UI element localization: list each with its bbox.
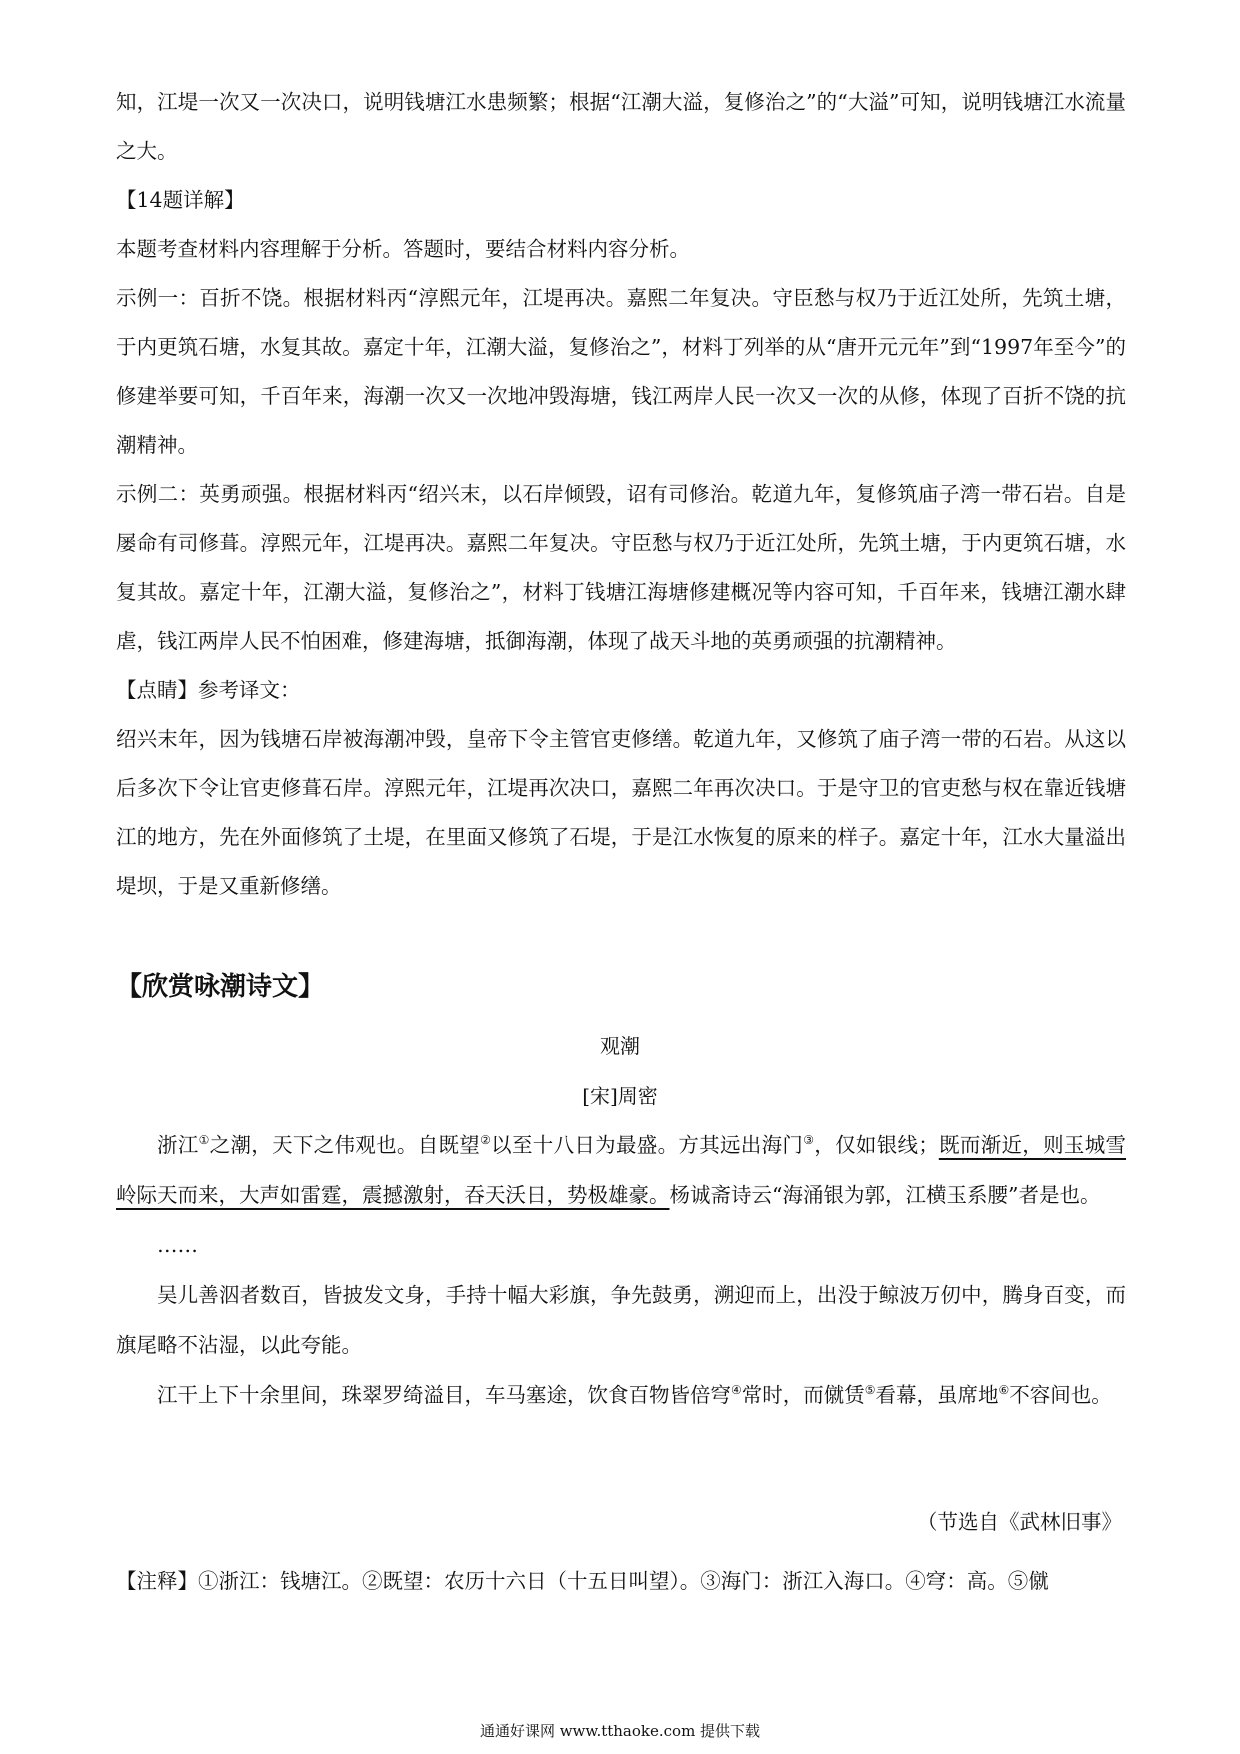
poem-paragraph-2: 吴儿善泅者数百，皆披发文身，手持十幅大彩旗，争先鼓勇，溯迎而上，出没于鲸波万仞中，腾身百变，而旗尾略不沾湿，以此夸能。 (116, 1283, 1126, 1357)
footnote-marker: ③ (803, 1133, 815, 1148)
footnote-marker: ④ (731, 1383, 742, 1398)
heading-note: 【点睛】参考译文： (116, 678, 301, 702)
footnote-marker: ⑤ (864, 1383, 876, 1398)
analysis-text (116, 78, 1126, 911)
paragraph-translation: 绍兴末年，因为钱塘石岸被海潮冲毁，皇帝下令主管官吏修缮。乾道九年，又修筑了庙子湾一带的石岩。从这以后多次下令让官吏修葺石岸。淳熙元年，江堤再次决口，嘉熙二年再次决口。于是守卫的官吏愁与权在靠近钱塘江的地方，先在外面修筑了土堤，在里面又修筑了石堤，于是江水恢复的原来的样子。嘉定十年，江水大量溢出堤坝，于是又重新修缮。 (116, 727, 1126, 898)
paragraph-example-1: 示例一：百折不饶。根据材料丙“淳熙元年，江堤再决。嘉熙二年复决。守臣愁与权乃于近江处所，先筑土塘，于内更筑石塘，水复其故。嘉定十年，江潮大溢，复修治之”，材料丁列举的从“唐开元元年”到“1997年至今”的修建举要可知，千百年来，海潮一次又一次地冲毁海塘，钱江两岸人民一次又一次的从修，体现了百折不饶的抗潮精神。 (116, 286, 1126, 457)
footnote-marker: ① (198, 1133, 210, 1148)
poem-paragraph-3: 江干上下十余里间，珠翠罗绮溢目，车马塞途，饮食百物皆倍穹④常时，而僦赁⑤看幕，虽席地⑥不容间也。 (157, 1383, 1112, 1407)
section-title: 【欣赏咏潮诗文】 (116, 972, 325, 1002)
poem-author: [宋]周密 (582, 1084, 658, 1108)
poem-paragraph-1: 浙江①之潮，天下之伟观也。自既望②以至十八日为最盛。方其远出海门③，仅如银线；既而渐近，则玉城雪岭际天而来，大声如雷霆，震撼激射，吞天沃日，势极雄豪。杨诚斋诗云“海涌银为郭，江横玉系腰”者是也。 (116, 1133, 1127, 1207)
annotation-notes: 【注释】①浙江：钱塘江。②既望：农历十六日（十五日叫望）。③海门：浙江入海口。④穹：高。⑤僦 (116, 1569, 1049, 1593)
heading-q14-detail: 【14题详解】 (116, 188, 245, 212)
poem-title: 观潮 (600, 1034, 640, 1058)
footnote-marker: ⑥ (998, 1383, 1010, 1398)
poem-body (116, 1120, 1126, 1420)
underlined-passage: 既而渐近，则玉城雪岭际天而来，大声如雷霆，震撼激射，吞天沃日，势极雄豪。 (116, 1133, 1127, 1207)
poem-source: （节选自《武林旧事》 (917, 1510, 1122, 1534)
paragraph-continuation: 知，江堤一次又一次决口，说明钱塘江水患频繁；根据“江潮大溢，复修治之”的“大溢”可知，说明钱塘江水流量之大。 (116, 90, 1126, 163)
poem-ellipsis: …… (157, 1233, 198, 1257)
paragraph-intro: 本题考查材料内容理解于分析。答题时，要结合材料内容分析。 (116, 237, 690, 261)
footnote-marker: ② (480, 1133, 492, 1148)
page-footer: 通通好课网 www.tthaoke.com 提供下载 (479, 1722, 761, 1740)
paragraph-example-2: 示例二：英勇顽强。根据材料丙“绍兴末，以石岸倾毁，诏有司修治。乾道九年，复修筑庙子湾一带石岩。自是屡命有司修葺。淳熙元年，江堤再决。嘉熙二年复决。守臣愁与权乃于近江处所，先筑土塘，于内更筑石塘，水复其故。嘉定十年，江潮大溢，复修治之”，材料丁钱塘江海塘修建概况等内容可知，千百年来，钱塘江潮水肆虐，钱江两岸人民不怕困难，修建海塘，抵御海潮，体现了战天斗地的英勇顽强的抗潮精神。 (116, 482, 1126, 653)
